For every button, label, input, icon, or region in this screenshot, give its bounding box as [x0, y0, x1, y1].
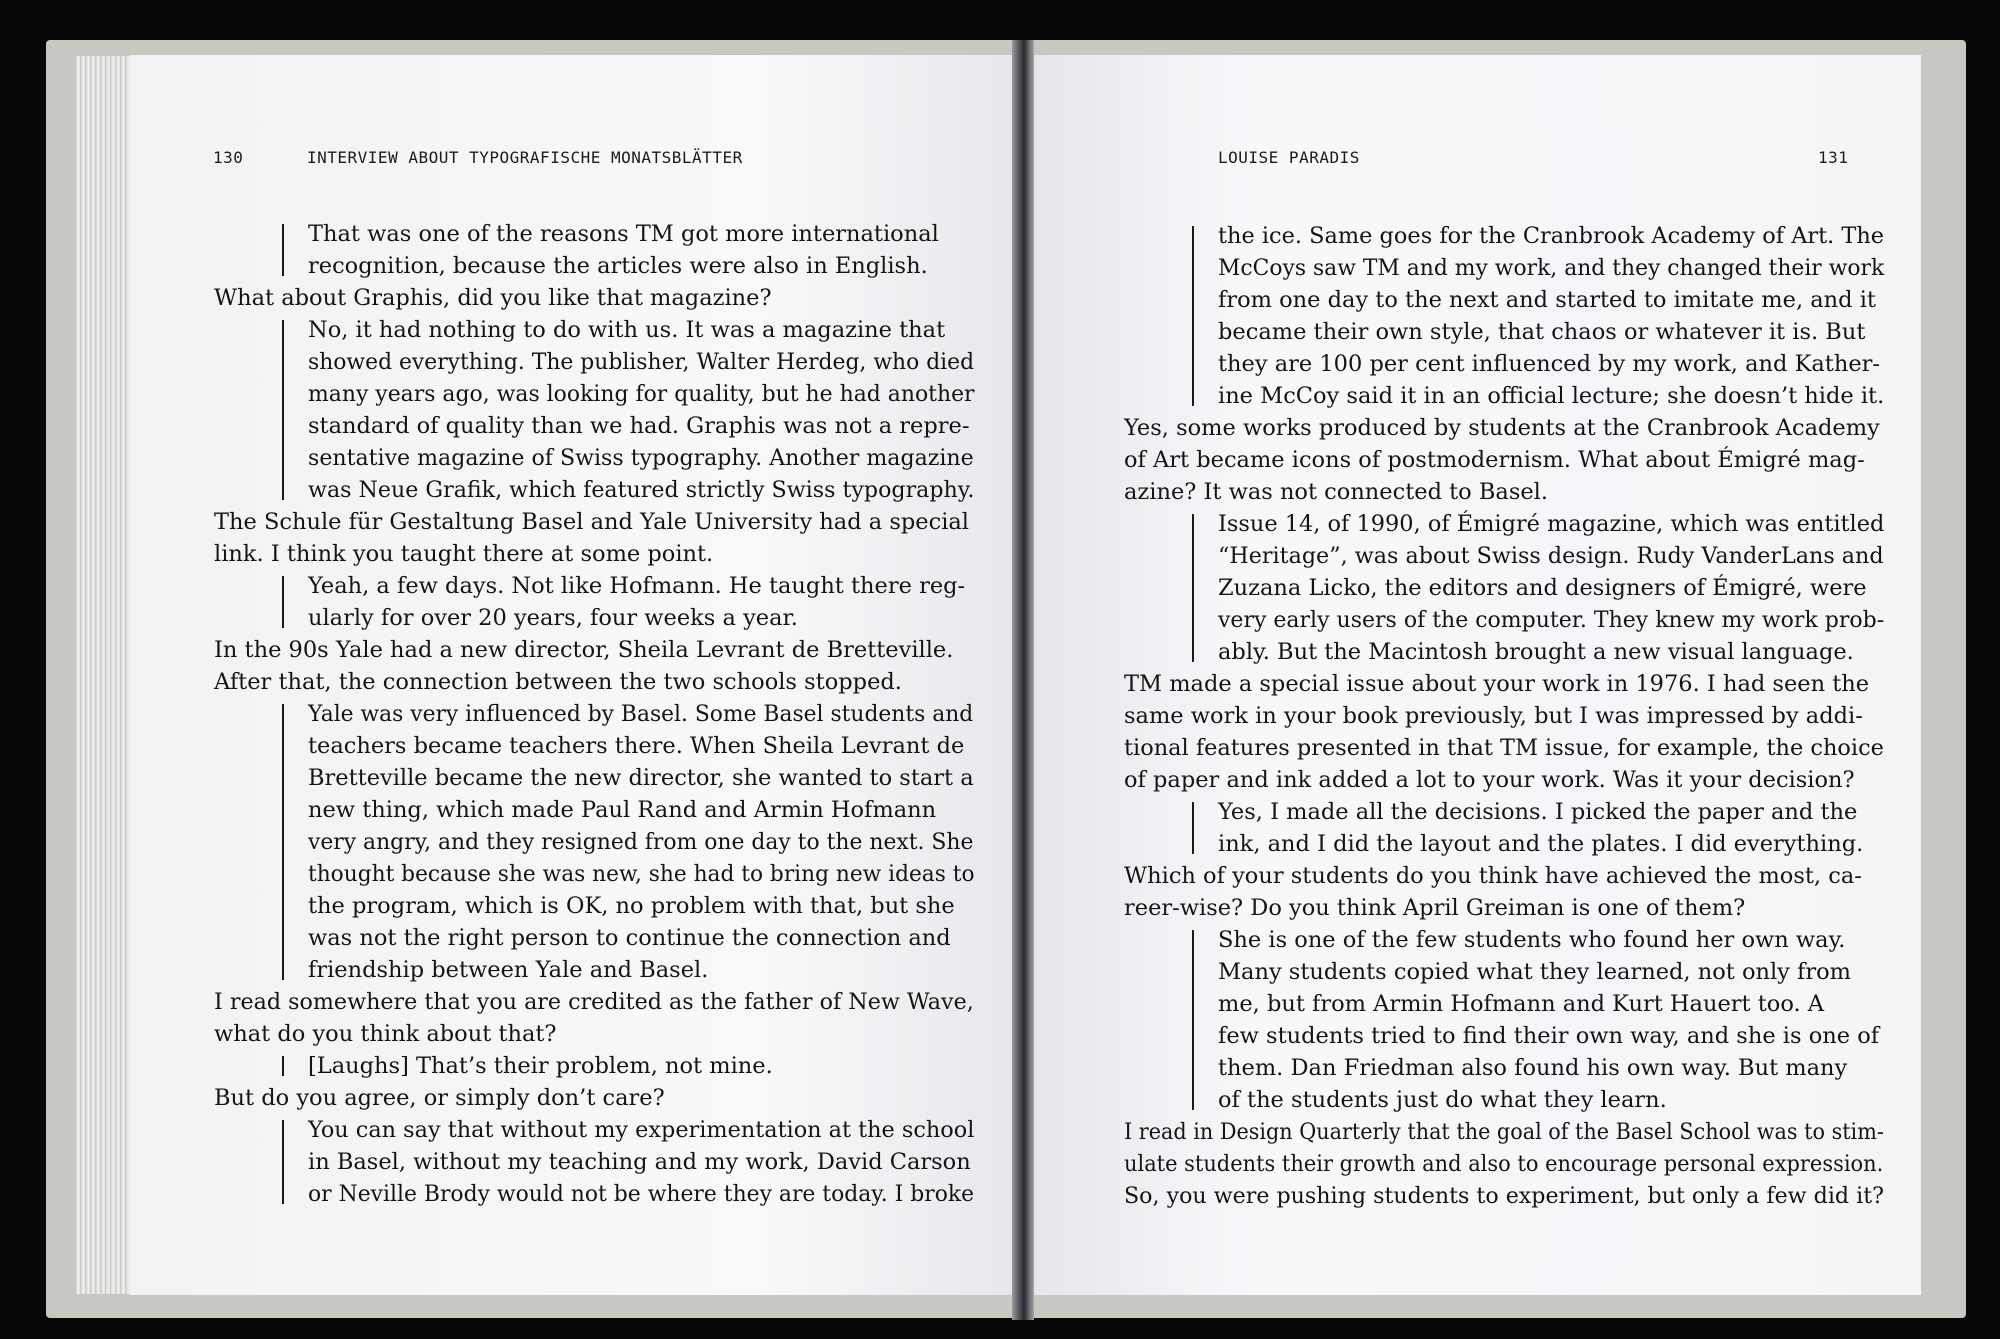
left-page-text [214, 218, 974, 1210]
question-paragraph [1124, 412, 1884, 508]
answer-paragraph [214, 570, 974, 634]
text-line: tional features presented in that TM issue, for example, the choice [1124, 735, 1884, 761]
answer-paragraph [214, 698, 974, 986]
answer-paragraph [1124, 508, 1884, 668]
right-page-number: 131 [1818, 148, 1849, 167]
text-line: they are 100 per cent influenced by my work, and Kather- [1218, 351, 1880, 377]
text-line: reer-wise? Do you think April Greiman is one of them? [1124, 895, 1746, 921]
text-line: azine? It was not connected to Basel. [1124, 479, 1549, 505]
book-gutter [1012, 40, 1034, 1320]
answer-marker-bar [1192, 802, 1194, 854]
text-line: “Heritage”, was about Swiss design. Rudy VanderLans and [1218, 543, 1884, 569]
text-line: I read somewhere that you are credited as the father of New Wave, [214, 989, 974, 1015]
text-line: Yes, some works produced by students at the Cranbrook Academy [1124, 415, 1880, 441]
text-line: [Laughs] That’s their problem, not mine. [308, 1053, 773, 1079]
answer-marker-bar [282, 576, 284, 628]
text-line: showed everything. The publisher, Walter Herdeg, who died [308, 349, 975, 375]
text-line: link. I think you taught there at some point. [214, 541, 714, 567]
question-paragraph [214, 282, 974, 314]
answer-paragraph [214, 218, 974, 282]
text-line: them. Dan Friedman also found his own way. But many [1218, 1055, 1848, 1081]
text-line: friendship between Yale and Basel. [308, 957, 709, 983]
text-line: or Neville Brody would not be where they are today. I broke [308, 1181, 975, 1207]
text-line: was Neue Grafik, which featured strictly Swiss typography. [308, 477, 975, 503]
text-line: TM made a special issue about your work in 1976. I had seen the [1124, 671, 1870, 697]
left-running-head: INTERVIEW ABOUT TYPOGRAFISCHE MONATSBLÄTTER [307, 148, 743, 167]
answer-marker-bar [282, 224, 284, 276]
text-line: teachers became teachers there. When Sheila Levrant de [308, 733, 965, 759]
answer-paragraph [1124, 220, 1884, 412]
text-line: ularly for over 20 years, four weeks a year. [308, 605, 798, 631]
text-line: In the 90s Yale had a new director, Sheila Levrant de Bretteville. [214, 637, 954, 663]
text-line: ulate students their growth and also to encourage personal expression. [1124, 1151, 1884, 1177]
text-line: the program, which is OK, no problem with that, but she [308, 893, 955, 919]
question-paragraph [214, 634, 974, 698]
text-line: But do you agree, or simply don’t care? [214, 1085, 665, 1111]
right-running-head: LOUISE PARADIS [1218, 148, 1360, 167]
text-line: Yeah, a few days. Not like Hofmann. He taught there reg- [308, 573, 966, 599]
question-paragraph [1124, 860, 1884, 924]
text-line: ink, and I did the layout and the plates. I did everything. [1218, 831, 1864, 857]
text-line: I read in Design Quarterly that the goal of the Basel School was to stim- [1124, 1119, 1884, 1145]
text-line: of the students just do what they learn. [1218, 1087, 1667, 1113]
question-paragraph [214, 506, 974, 570]
text-line: from one day to the next and started to imitate me, and it [1218, 287, 1876, 313]
text-line: became their own style, that chaos or whatever it is. But [1218, 319, 1866, 345]
text-line: me, but from Armin Hofmann and Kurt Hauert too. A [1218, 991, 1825, 1017]
text-line: of paper and ink added a lot to your work. Was it your decision? [1124, 767, 1855, 793]
answer-marker-bar [1192, 226, 1194, 406]
question-paragraph [1124, 1116, 1884, 1212]
left-page-number: 130 [213, 148, 244, 167]
text-line: Which of your students do you think have achieved the most, ca- [1124, 863, 1862, 889]
text-line: She is one of the few students who found her own way. [1218, 927, 1846, 953]
text-line: After that, the connection between the two schools stopped. [214, 669, 902, 695]
text-line: What about Graphis, did you like that magazine? [214, 285, 772, 311]
answer-paragraph [1124, 924, 1884, 1116]
text-line: very angry, and they resigned from one day to the next. She [308, 829, 974, 855]
text-line: the ice. Same goes for the Cranbrook Academy of Art. The [1218, 223, 1885, 249]
text-line: very early users of the computer. They knew my work prob- [1218, 607, 1885, 633]
text-line: Many students copied what they learned, not only from [1218, 959, 1852, 985]
text-line: ine McCoy said it in an official lecture; she doesn’t hide it. [1218, 383, 1885, 409]
text-line: few students tried to find their own way, and she is one of [1218, 1023, 1880, 1049]
text-line: Issue 14, of 1990, of Émigré magazine, which was entitled [1218, 511, 1885, 537]
text-line: was not the right person to continue the connection and [308, 925, 951, 951]
text-line: sentative magazine of Swiss typography. Another magazine [308, 445, 974, 471]
text-line: So, you were pushing students to experiment, but only a few did it? [1124, 1183, 1884, 1209]
right-page-text [1124, 220, 1884, 1212]
question-paragraph [214, 986, 974, 1050]
answer-marker-bar [282, 320, 284, 500]
text-line: standard of quality than we had. Graphis was not a repre- [308, 413, 970, 439]
answer-paragraph [214, 1050, 974, 1082]
text-line: of Art became icons of postmodernism. What about Émigré mag- [1124, 447, 1865, 473]
answer-marker-bar [1192, 514, 1194, 662]
text-line: That was one of the reasons TM got more international [308, 221, 939, 247]
answer-paragraph [214, 314, 974, 506]
text-line: new thing, which made Paul Rand and Armin Hofmann [308, 797, 937, 823]
text-line: The Schule für Gestaltung Basel and Yale University had a special [214, 509, 970, 535]
text-line: many years ago, was looking for quality, but he had another [308, 381, 975, 407]
text-line: You can say that without my experimentation at the school [308, 1117, 975, 1143]
text-line: recognition, because the articles were also in English. [308, 253, 928, 279]
text-line: No, it had nothing to do with us. It was a magazine that [308, 317, 946, 343]
text-line: in Basel, without my teaching and my work, David Carson [308, 1149, 971, 1175]
answer-marker-bar [1192, 930, 1194, 1110]
text-line: Yale was very influenced by Basel. Some Basel students and [308, 701, 974, 727]
answer-paragraph [1124, 796, 1884, 860]
text-line: Bretteville became the new director, she wanted to start a [308, 765, 974, 791]
text-line: same work in your book previously, but I was impressed by addi- [1124, 703, 1863, 729]
answer-marker-bar [282, 1120, 284, 1204]
text-line: McCoys saw TM and my work, and they changed their work [1218, 255, 1885, 281]
question-paragraph [214, 1082, 974, 1114]
answer-marker-bar [282, 704, 284, 980]
text-line: thought because she was new, she had to bring new ideas to [308, 861, 975, 887]
text-line: ably. But the Macintosh brought a new visual language. [1218, 639, 1854, 665]
answer-marker-bar [282, 1056, 284, 1076]
answer-paragraph [214, 1114, 974, 1210]
question-paragraph [1124, 668, 1884, 796]
text-line: Zuzana Licko, the editors and designers of Émigré, were [1218, 575, 1867, 601]
text-line: what do you think about that? [214, 1021, 557, 1047]
page-edges [76, 56, 136, 1294]
text-line: Yes, I made all the decisions. I picked the paper and the [1218, 799, 1858, 825]
